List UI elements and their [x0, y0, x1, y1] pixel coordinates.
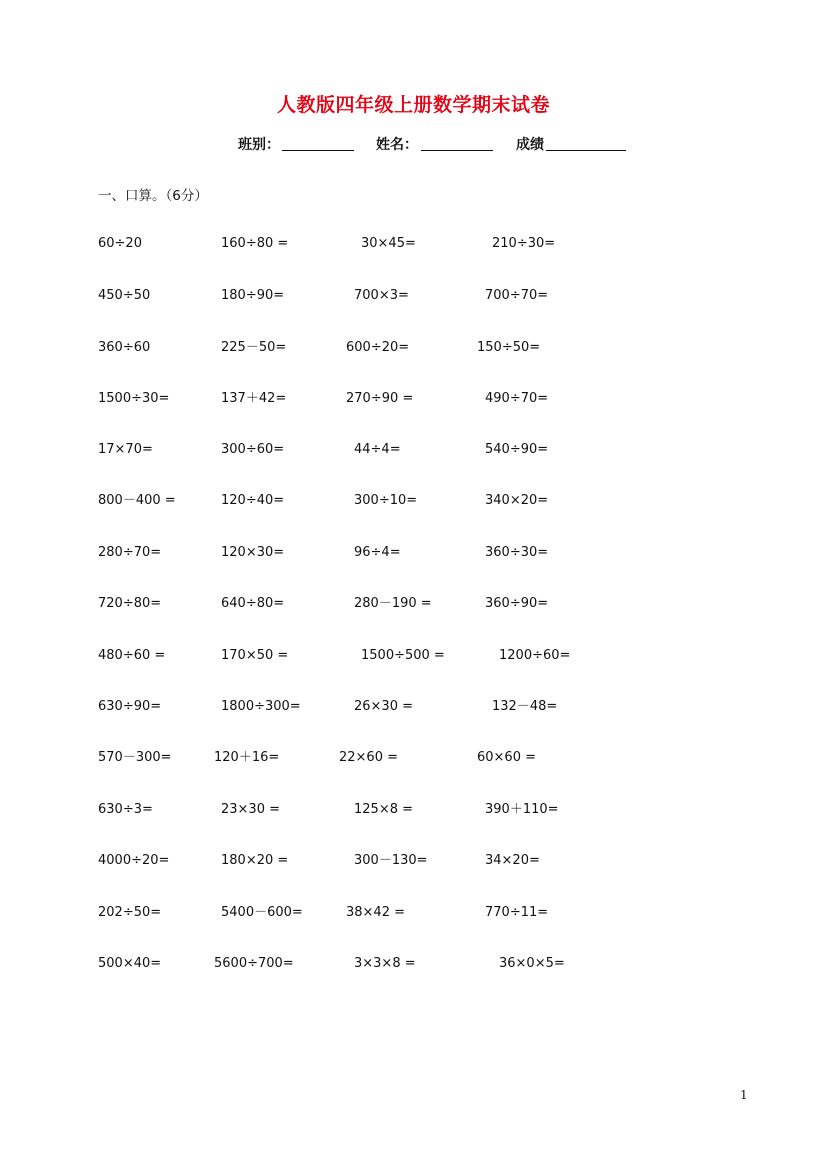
arithmetic-problem: 1200÷60= — [499, 648, 571, 663]
arithmetic-problem: 300－130= — [354, 853, 428, 868]
arithmetic-problem: 180×20 = — [221, 853, 289, 868]
arithmetic-problem: 570－300= — [98, 750, 172, 765]
class-label: 班别： — [238, 137, 280, 153]
arithmetic-problem: 60÷20 — [98, 236, 142, 251]
arithmetic-problem: 500×40= — [98, 956, 162, 971]
arithmetic-problem: 630÷90= — [98, 699, 162, 714]
page-number: 1 — [740, 1088, 748, 1102]
arithmetic-problem: 120×30= — [221, 545, 285, 560]
arithmetic-problem: 96÷4= — [354, 545, 401, 560]
arithmetic-problem: 4000÷20= — [98, 853, 170, 868]
arithmetic-problem: 60×60 = — [477, 750, 537, 765]
name-label: 姓名： — [376, 137, 418, 153]
arithmetic-problem: 180÷90= — [221, 288, 285, 303]
arithmetic-problem: 340×20= — [485, 493, 549, 508]
arithmetic-problem: 36×0×5= — [499, 956, 565, 971]
arithmetic-problem: 17×70= — [98, 442, 153, 457]
arithmetic-problem: 1500÷30= — [98, 391, 170, 406]
arithmetic-problem: 490÷70= — [485, 391, 549, 406]
arithmetic-problem: 225－50= — [221, 340, 287, 355]
arithmetic-problem: 360÷90= — [485, 596, 549, 611]
arithmetic-problem: 120＋16= — [214, 750, 280, 765]
arithmetic-problem: 1500÷500 = — [361, 648, 445, 663]
arithmetic-problem: 150÷50= — [477, 340, 541, 355]
arithmetic-problem: 600÷20= — [346, 340, 410, 355]
score-label: 成绩 — [516, 137, 544, 153]
arithmetic-problem: 23×30 = — [221, 802, 281, 817]
arithmetic-problem: 26×30 = — [354, 699, 414, 714]
arithmetic-problem: 360÷60 — [98, 340, 151, 355]
arithmetic-problem: 34×20= — [485, 853, 540, 868]
class-blank[interactable] — [282, 150, 354, 151]
arithmetic-problem: 300÷60= — [221, 442, 285, 457]
arithmetic-problem: 22×60 = — [339, 750, 399, 765]
arithmetic-problem: 170×50 = — [221, 648, 289, 663]
arithmetic-problem: 280－190 = — [354, 596, 432, 611]
arithmetic-problem: 300÷10= — [354, 493, 418, 508]
arithmetic-problem: 720÷80= — [98, 596, 162, 611]
arithmetic-problem: 700×3= — [354, 288, 409, 303]
arithmetic-problem: 640÷80= — [221, 596, 285, 611]
arithmetic-problem: 450÷50 — [98, 288, 151, 303]
arithmetic-problem: 120÷40= — [221, 493, 285, 508]
arithmetic-problem: 5600÷700= — [214, 956, 294, 971]
arithmetic-problem: 160÷80 = — [221, 236, 289, 251]
arithmetic-problem: 5400－600= — [221, 905, 303, 920]
arithmetic-problem: 770÷11= — [485, 905, 549, 920]
arithmetic-problem: 270÷90 = — [346, 391, 414, 406]
arithmetic-problem: 3×3×8 = — [354, 956, 416, 971]
name-blank[interactable] — [421, 150, 493, 151]
arithmetic-problem: 280÷70= — [98, 545, 162, 560]
arithmetic-problem: 202÷50= — [98, 905, 162, 920]
arithmetic-problem: 390＋110= — [485, 802, 559, 817]
arithmetic-problem: 38×42 = — [346, 905, 406, 920]
arithmetic-problem: 137＋42= — [221, 391, 287, 406]
arithmetic-problem: 800－400 = — [98, 493, 176, 508]
arithmetic-problem: 125×8 = — [354, 802, 414, 817]
arithmetic-problem: 1800÷300= — [221, 699, 301, 714]
score-blank[interactable] — [546, 150, 626, 151]
page-title: 人教版四年级上册数学期末试卷 — [276, 94, 550, 116]
arithmetic-problem: 30×45= — [361, 236, 416, 251]
arithmetic-problem: 630÷3= — [98, 802, 153, 817]
arithmetic-problem: 700÷70= — [485, 288, 549, 303]
arithmetic-problem: 44÷4= — [354, 442, 401, 457]
arithmetic-problem: 210÷30= — [492, 236, 556, 251]
arithmetic-problem: 480÷60 = — [98, 648, 166, 663]
arithmetic-problem: 540÷90= — [485, 442, 549, 457]
arithmetic-problem: 132－48= — [492, 699, 558, 714]
arithmetic-problem: 360÷30= — [485, 545, 549, 560]
section-heading: 一、口算。（6分） — [98, 188, 208, 204]
